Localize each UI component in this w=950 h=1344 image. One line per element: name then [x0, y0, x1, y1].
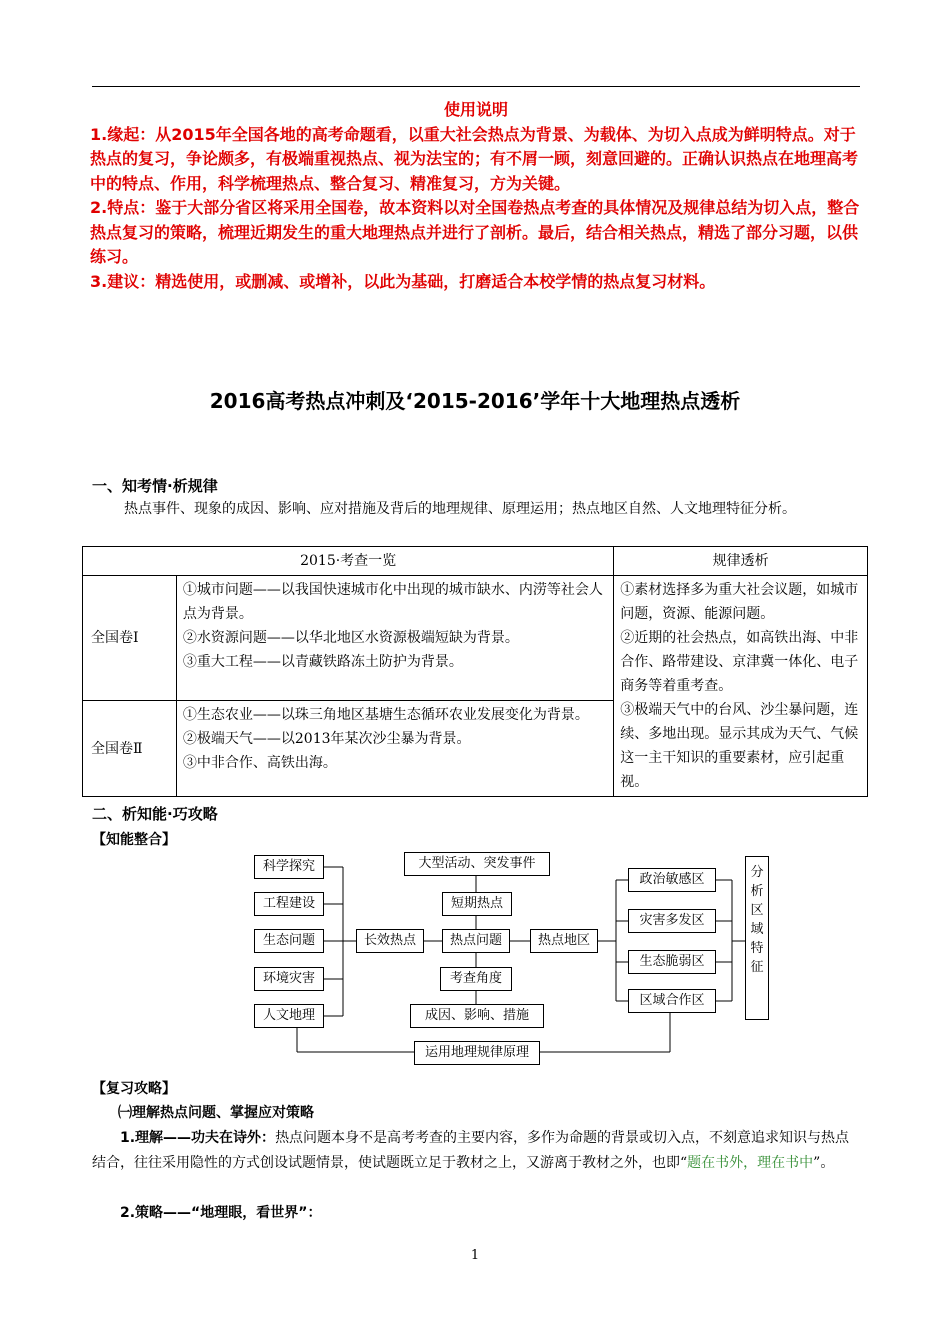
- analysis-line: ①素材选择多为重大社会议题，如城市问题，资源、能源问题。: [620, 582, 859, 622]
- main-title: 2016高考热点冲刺及‘2015-2016’学年十大地理热点透析: [209, 389, 741, 413]
- section1-heading: 一、知考情·析规律: [92, 477, 218, 495]
- header-rule: [92, 86, 860, 87]
- box-eco-fragile: 生态脆弱区: [628, 950, 716, 974]
- box-long-term-hotspot: 长效热点: [356, 929, 424, 953]
- strategy-heading: 2.策略——“地理眼，看世界”：: [120, 1205, 322, 1221]
- analysis-line: ②近期的社会热点，如高铁出海、中非合作、路带建设、京津冀一体化、电子商务等着重考查。: [620, 630, 859, 694]
- box-disaster-prone: 灾害多发区: [628, 909, 716, 933]
- row-line: ②水资源问题——以华北地区水资源极端短缺为背景。: [182, 630, 519, 646]
- box-major-events: 大型活动、突发事件: [404, 852, 550, 876]
- box-regional-coop: 区域合作区: [628, 989, 716, 1013]
- box-science-inquiry: 科学探究: [254, 855, 324, 879]
- review-subheading: ㈠理解热点问题、掌握应对策略: [118, 1105, 314, 1121]
- usage-title: 使用说明: [443, 100, 508, 119]
- row-line: ①生态农业——以珠三角地区基塘生态循环农业发展变化为背景。: [182, 707, 589, 724]
- box-exam-angle: 考查角度: [440, 967, 512, 991]
- para-body: 热点问题本身不是高考考查的主要内容，多作为命题的背景或切入点，不刻意追求知识与热点结合，往往采用隐性的方式创设试题情景，使试题既立足于教材之上，又游离于教材之外，也即“: [92, 1130, 850, 1171]
- box-ecology: 生态问题: [254, 929, 324, 953]
- table-header-right: 规律透析: [614, 547, 868, 576]
- row-line: ③重大工程——以青藏铁路冻土防护为背景。: [182, 654, 463, 670]
- analysis-line: ③极端天气中的台风、沙尘暴问题，连续、多地出现。显示其成为天气、气候这一主干知识的重要素材，应引起重视。: [620, 702, 859, 790]
- usage-features: 2.特点：鉴于大部分省区将采用全国卷，故本资料以对全国卷热点考查的具体情况及规律总结为切入点，整合热点复习的策略，梳理近期发生的重大地理热点并进行了剖析。最后，结合相关热点，精选了部分习题，以供练习。: [90, 198, 860, 266]
- table-header-left: 2015·考查一览: [83, 547, 614, 576]
- box-human-geo: 人文地理: [254, 1004, 324, 1028]
- row-label: 全国卷Ⅱ: [83, 701, 177, 797]
- box-analyze-regional-features: 分析区域特征: [745, 856, 769, 1020]
- pattern-analysis: [614, 576, 868, 797]
- row-label: 全国卷Ⅰ: [83, 576, 177, 701]
- usage-notes: [90, 98, 862, 294]
- para-end: ”。: [813, 1155, 835, 1171]
- box-political-sensitive: 政治敏感区: [628, 868, 716, 892]
- page-number: 1: [470, 1248, 480, 1263]
- row-line: ③中非合作、高铁出海。: [182, 755, 337, 772]
- exam-table: [82, 546, 868, 797]
- box-hot-issue: 热点问题: [442, 929, 510, 953]
- table-header-row: [83, 547, 868, 576]
- usage-origin: 1.缘起：从2015年全国各地的高考命题看，以重大社会热点为背景、为载体、为切入点成为鲜明特点。对于热点的复习，争论颇多，有极端重视热点、视为法宝的；有不屑一顾，刻意回避的。正确认识热点在地理高考中的特点、作用，科学梳理热点、整合复习、精准复习，方为关键。: [90, 124, 859, 193]
- para-lead: 1.理解——功夫在诗外：: [120, 1130, 276, 1146]
- review-heading: 【复习攻略】: [92, 1081, 176, 1097]
- para-highlight: 题在书外，理在书中: [687, 1155, 814, 1171]
- row-line: ②极端天气——以2013年某次沙尘暴为背景。: [182, 731, 471, 748]
- box-causes-effects: 成因、影响、措施: [410, 1004, 544, 1028]
- integration-heading: 【知能整合】: [92, 832, 176, 848]
- review-paragraph: [92, 1126, 862, 1176]
- box-short-term-hotspot: 短期热点: [442, 892, 512, 916]
- section1-intro: 热点事件、现象的成因、影响、应对措施及背后的地理规律、原理运用；热点地区自然、人文地理特征分析。: [124, 501, 796, 517]
- row-line: ①城市问题——以我国快速城市化中出现的城市缺水、内涝等社会人点为背景。: [182, 582, 603, 622]
- box-apply-principles: 运用地理规律原理: [414, 1041, 540, 1065]
- row-content: [176, 701, 613, 797]
- section2-heading: 二、析知能·巧攻略: [92, 805, 218, 823]
- box-hot-area: 热点地区: [530, 929, 598, 953]
- row-content: [176, 576, 613, 701]
- usage-suggestion: 3.建议：精选使用，或删减、或增补，以此为基础，打磨适合本校学情的热点复习材料。: [90, 271, 716, 291]
- table-row: [83, 576, 868, 701]
- box-engineering: 工程建设: [254, 892, 324, 916]
- box-env-disaster: 环境灾害: [254, 967, 324, 991]
